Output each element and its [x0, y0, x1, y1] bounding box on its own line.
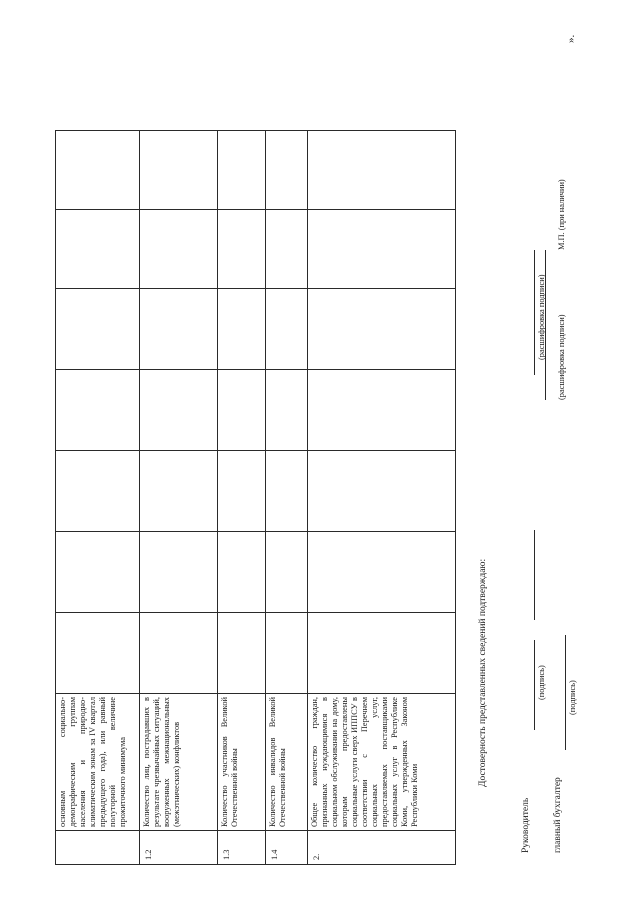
value-cell [308, 131, 456, 210]
row-number: 1.3 [218, 831, 266, 865]
value-cell [56, 289, 140, 370]
report-table [55, 130, 456, 865]
value-cell [308, 370, 456, 451]
row-number [56, 831, 140, 865]
value-cell [218, 210, 266, 289]
value-cell [140, 451, 218, 532]
value-cell [218, 131, 266, 210]
value-cell [266, 210, 308, 289]
accountant-signature-line [565, 635, 566, 750]
value-cell [56, 532, 140, 613]
head-signature-line [534, 640, 535, 730]
row-description [308, 694, 456, 831]
confirmation-text: Достоверность представленных сведений подтверждаю: [478, 558, 488, 787]
value-cell [56, 451, 140, 532]
value-cell [308, 210, 456, 289]
row-number: 2. [308, 831, 456, 865]
value-cell [266, 289, 308, 370]
value-cell [308, 532, 456, 613]
value-cell [308, 451, 456, 532]
value-cell [266, 451, 308, 532]
closing-quote: ». [565, 34, 577, 43]
stamp-hint: М.П. (при наличии) [557, 179, 566, 250]
accountant-label: главный бухгалтер [553, 777, 563, 853]
row-description [266, 694, 308, 831]
head-decoding-line [534, 530, 535, 620]
value-cell [140, 210, 218, 289]
accountant-decoding-line [545, 250, 546, 400]
value-cell [56, 370, 140, 451]
row-description-text: основным социально-демографическим группам населения и природно-климатическим зонам за IV квартал предыдущего года), или равный полуторной величине прожиточного минимума [58, 697, 127, 827]
row-number: 1.4 [266, 831, 308, 865]
value-cell [218, 370, 266, 451]
row-description [140, 694, 218, 831]
value-cell [56, 613, 140, 694]
value-cell [140, 289, 218, 370]
value-cell [218, 451, 266, 532]
value-cell [218, 613, 266, 694]
value-cell [266, 131, 308, 210]
value-cell [218, 289, 266, 370]
head-decoding-hint: (расшифровка подписи) [537, 274, 546, 360]
row-description-text: Количество лиц, пострадавших в результате чрезвычайных ситуаций, вооруженных межнациональных (межэтнических) конфликтов [142, 697, 181, 827]
head-signature-hint: (подпись) [537, 665, 546, 700]
row-number: 1.2 [140, 831, 218, 865]
value-cell [140, 370, 218, 451]
accountant-decoding-hint: (расшифровка подписи) [557, 314, 566, 400]
value-cell [140, 613, 218, 694]
row-description-text: Общее количество граждан, признанных нуждающимися в социальном обслуживании на дому, которым предоставлены социальные услуги сверх ИППСУ в соответствии с Перечнем социальных услуг, предоставляемых поставщиками социальных услуг в Республике Коми, утвержденных Законом Республики Коми [310, 697, 419, 827]
table-row [140, 131, 218, 865]
table-row [266, 131, 308, 865]
row-description [218, 694, 266, 831]
value-cell [56, 131, 140, 210]
row-description-text: Количество участников Великой Отечественной войны [220, 697, 239, 827]
value-cell [266, 370, 308, 451]
table-row [218, 131, 266, 865]
head-label: Руководитель [521, 797, 531, 853]
value-cell [308, 613, 456, 694]
accountant-signature-hint: (подпись) [568, 680, 577, 715]
value-cell [266, 613, 308, 694]
value-cell [218, 532, 266, 613]
table-row [56, 131, 140, 865]
value-cell [140, 532, 218, 613]
value-cell [56, 210, 140, 289]
row-description [56, 694, 140, 831]
value-cell [308, 289, 456, 370]
value-cell [266, 532, 308, 613]
table-row [308, 131, 456, 865]
row-description-text: Количество инвалидов Великой Отечественной войны [268, 697, 287, 827]
head-decoding-line-right [534, 250, 535, 375]
value-cell [140, 131, 218, 210]
